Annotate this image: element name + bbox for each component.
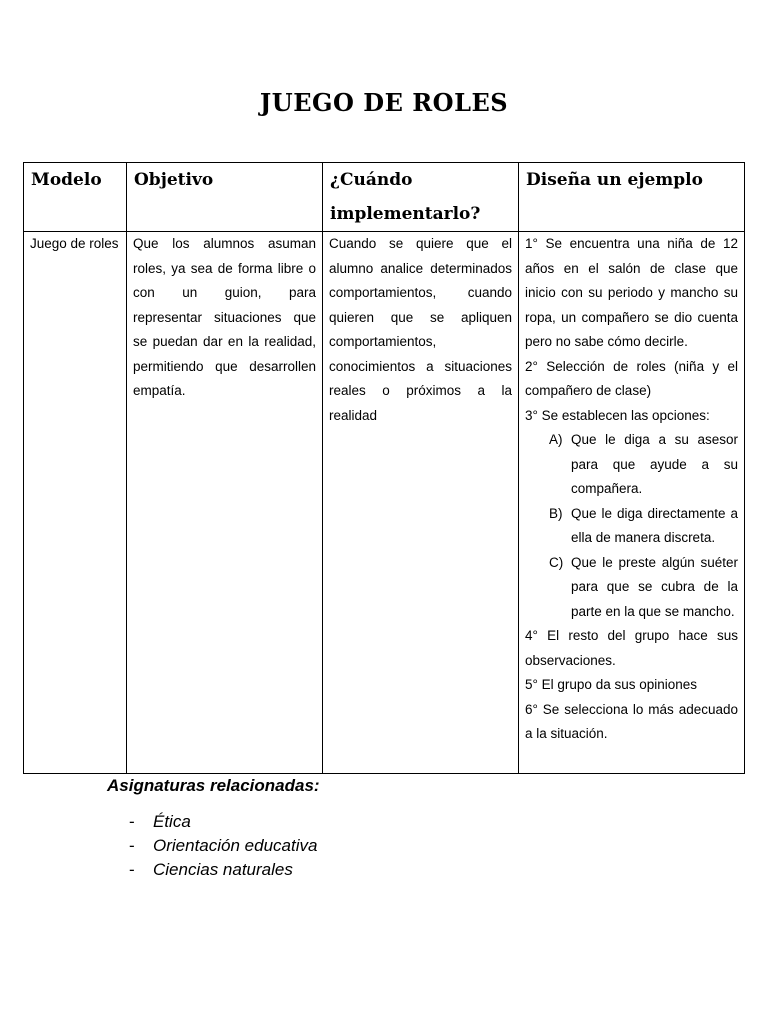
header-ejemplo: Diseña un ejemplo [519,163,745,232]
header-cuando: ¿Cuándo implementarlo? [323,163,519,232]
option-marker: C) [549,554,564,570]
option-marker: B) [549,505,563,521]
example-step-4: 4° El resto del grupo hace sus observaciones. [525,628,738,668]
list-item [107,834,320,858]
option-text: Que le diga a su asesor para que ayude a su compañera. [571,432,738,496]
option-item [525,428,738,502]
cell-objetivo: Que los alumnos asuman roles, ya sea de forma libre o con un guion, para representar situaciones que se puedan dar en la realidad, permitiendo que desarrollen empatía. [127,232,323,774]
dash-bullet: - [129,836,135,855]
subject-label: Ciencias naturales [153,860,293,879]
option-text: Que le diga directamente a ella de manera discreta. [571,505,738,545]
page-title: JUEGO DE ROLES [259,88,509,117]
example-step-2: 2° Selección de roles (niña y el compañero de clase) [525,358,738,398]
roles-table [23,162,745,774]
example-step-5: 5° El grupo da sus opiniones [525,677,698,692]
option-text: Que le preste algún suéter para que se cubra de la parte en la que se mancho. [571,554,738,619]
list-item [107,858,320,882]
example-step-6: 6° Se selecciona lo más adecuado a la situación. [525,701,738,741]
list-item [107,810,320,834]
cell-ejemplo [519,232,745,774]
subjects-list [107,810,320,882]
option-item [525,551,738,625]
dash-bullet: - [129,812,135,831]
header-modelo: Modelo [24,163,127,232]
options-list [525,428,738,624]
header-objetivo: Objetivo [127,163,323,232]
option-item [525,502,738,551]
option-marker: A) [549,432,563,447]
dash-bullet: - [129,860,135,879]
subject-label: Ética [153,812,191,831]
table-header-row [24,163,745,232]
cell-cuando: Cuando se quiere que el alumno analice determinados comportamientos, cuando quieren que se apliquen comportamientos, conocimientos a situaciones reales o próximos a la realidad [323,232,519,774]
table-row [24,232,745,774]
example-step-3: 3° Se establecen las opciones: [525,407,710,423]
subjects-heading: Asignaturas relacionadas: [107,776,320,795]
related-subjects [107,774,320,882]
example-step-1: 1° Se encuentra una niña de 12 años en el salón de clase que inicio con su periodo y mancho su ropa, un compañero se dio cuenta pero no sabe cómo decirle. [525,236,738,349]
subject-label: Orientación educativa [153,836,318,855]
cell-modelo: Juego de roles [24,232,127,774]
